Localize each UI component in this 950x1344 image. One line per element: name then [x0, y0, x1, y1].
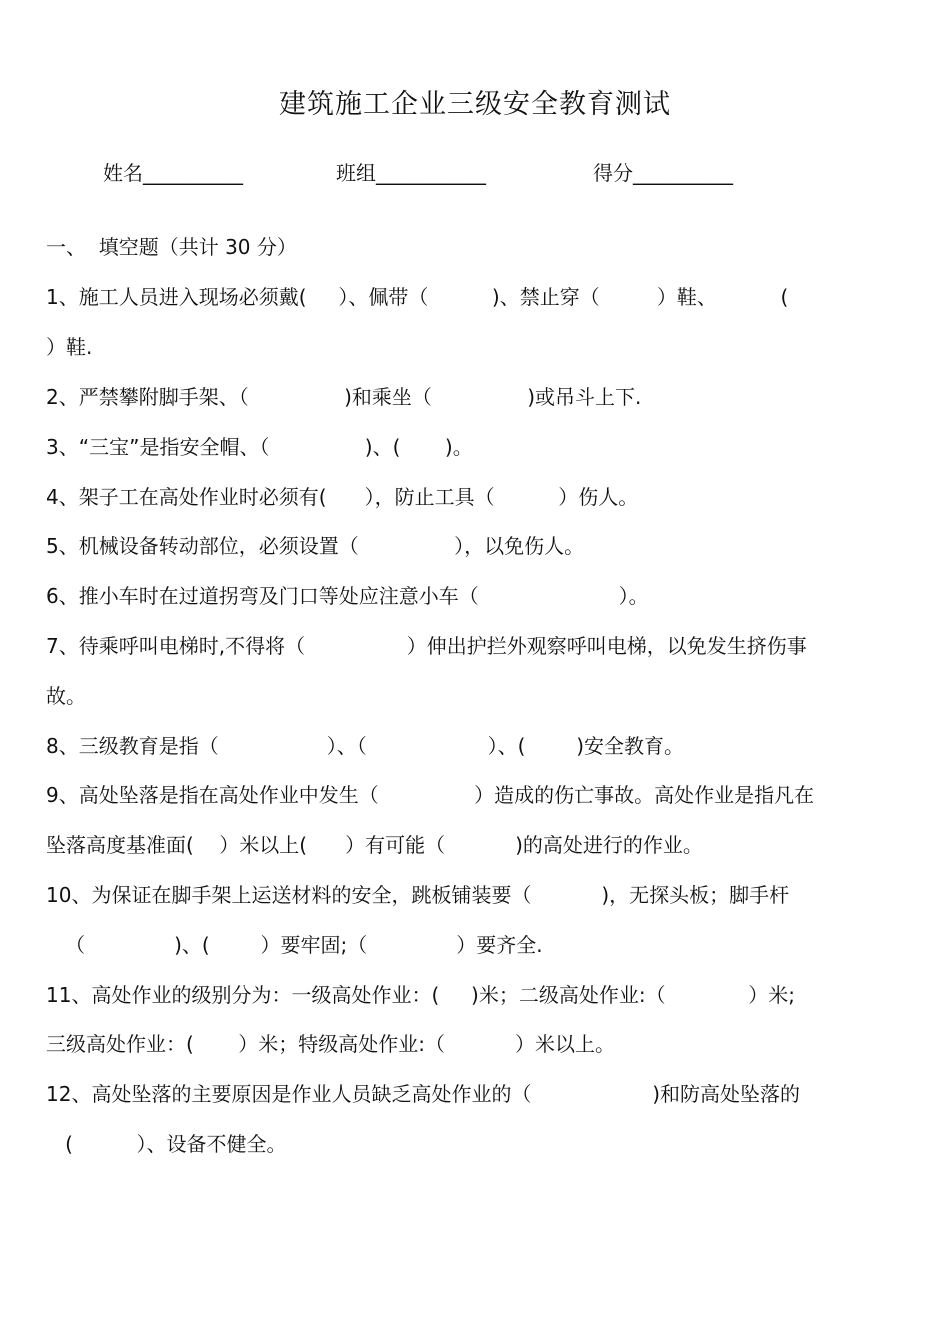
- question-line: 3、“三宝”是指安全帽、（ )、( )。: [46, 435, 473, 459]
- question-line: 2、严禁攀附脚手架、（ )和乘坐（ )或吊斗上下.: [46, 385, 642, 409]
- question-line: 9、高处坠落是指在高处作业中发生（ ）造成的伤亡事故。高处作业是指凡在: [46, 783, 815, 807]
- score-field: 得分__________: [593, 161, 733, 185]
- question-line: 1、施工人员进入现场必须戴( ）、佩带（ )、禁止穿（ ）鞋、 (: [46, 285, 789, 309]
- question-line: 故。: [46, 684, 86, 708]
- question-line: 7、待乘呼叫电梯时,不得将（ ）伸出护拦外观察呼叫电梯，以免发生挤伤事: [46, 634, 807, 658]
- question-line: 4、架子工在高处作业时必须有( ），防止工具（ ）伤人。: [46, 485, 639, 509]
- name-field: 姓名__________: [103, 161, 243, 185]
- question-line: 坠落高度基准面( ）米以上( ）有可能（ )的高处进行的作业。: [46, 833, 703, 857]
- question-line: 12、高处坠落的主要原因是作业人员缺乏高处作业的（ )和防高处坠落的: [46, 1082, 801, 1106]
- question-line: ）鞋.: [46, 335, 93, 359]
- question-line: ( ）、设备不健全。: [46, 1132, 287, 1156]
- question-line: 5、机械设备转动部位，必须设置（ ），以免伤人。: [46, 534, 585, 558]
- group-field: 班组___________: [336, 161, 486, 185]
- question-line: 8、三级教育是指（ ）、（ ）、( )安全教育。: [46, 734, 685, 758]
- question-line: 10、为保证在脚手架上运送材料的安全，跳板铺装要（ )，无探头板；脚手杆: [46, 883, 790, 907]
- question-line: （ )、( ）要牢固;（ ）要齐全.: [46, 933, 543, 957]
- section-heading: 一、 填空题（共计 30 分）: [46, 235, 297, 259]
- question-line: 6、推小车时在过道拐弯及门口等处应注意小车（ ）。: [46, 584, 649, 608]
- question-line: 11、高处作业的级别分为：一级高处作业：( )米；二级高处作业:（ ）米;: [46, 983, 795, 1007]
- page-title: 建筑施工企业三级安全教育测试: [279, 89, 671, 120]
- question-line: 三级高处作业：( ）米；特级高处作业:（ ）米以上。: [46, 1032, 615, 1056]
